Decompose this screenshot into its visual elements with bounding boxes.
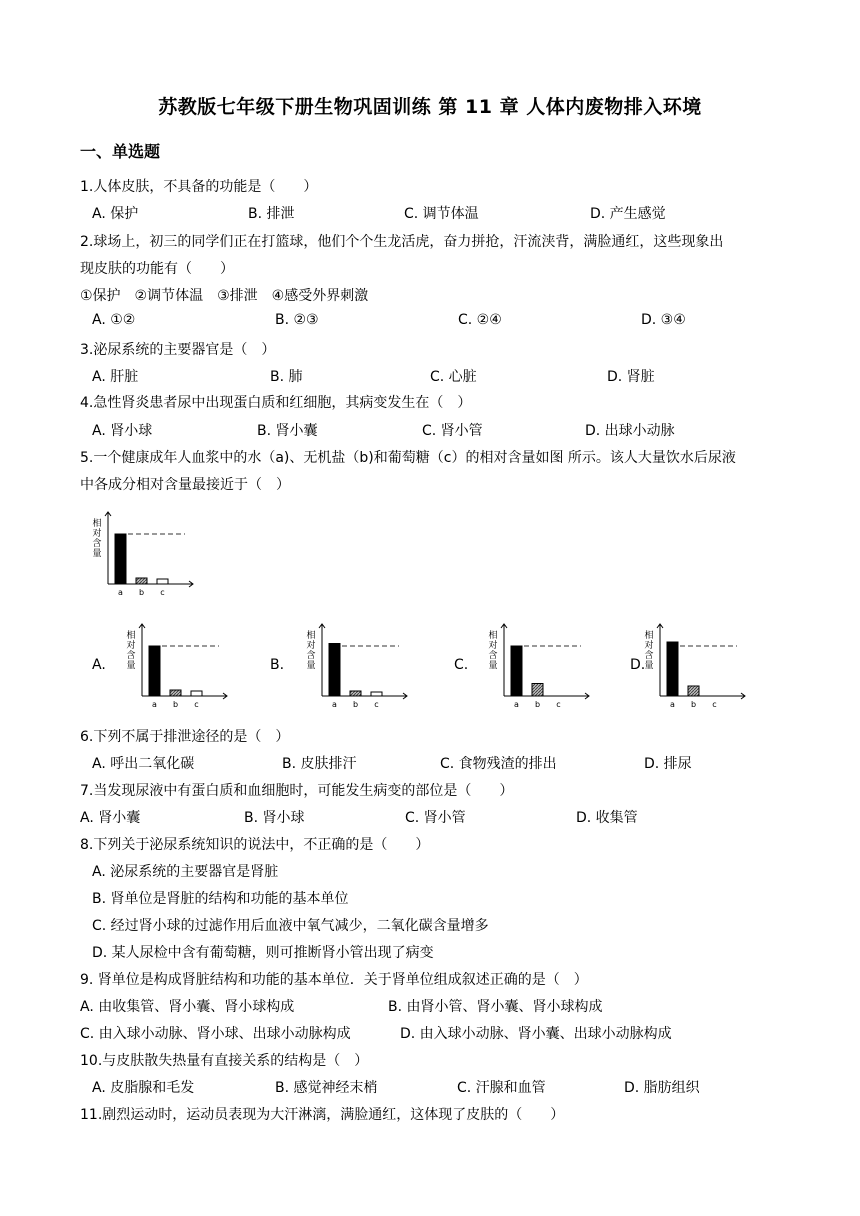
question-2-stem-line2: 现皮肤的功能有（ ） — [80, 261, 234, 277]
q4-option-a[interactable]: A. 肾小球 — [92, 423, 153, 439]
q4-option-b[interactable]: B. 肾小囊 — [257, 423, 318, 439]
x-tick-label-a: a — [670, 700, 675, 709]
y-axis-label-char: 量 — [92, 549, 102, 559]
q10-option-c[interactable]: C. 汗腺和血管 — [457, 1080, 546, 1096]
q1-option-c[interactable]: C. 调节体温 — [404, 206, 479, 222]
question-3-stem: 3.泌尿系统的主要器官是（ ） — [80, 342, 276, 358]
q3-option-d[interactable]: D. 肾脏 — [607, 369, 655, 385]
bar-b — [532, 684, 543, 697]
y-axis-label-char: 对 — [488, 641, 498, 651]
question-8-stem: 8.下列关于泌尿系统知识的说法中，不正确的是（ ） — [80, 837, 430, 853]
question-10-stem: 10.与皮肤散失热量有直接关系的结构是（ ） — [80, 1053, 369, 1069]
q5-option-d-chart — [640, 618, 750, 710]
question-4-stem: 4.急性肾炎患者尿中出现蛋白质和红细胞，其病变发生在（ ） — [80, 395, 472, 411]
y-axis-label-char: 含 — [488, 651, 498, 661]
y-axis-label-char: 对 — [126, 641, 136, 651]
y-axis-label-char: 对 — [644, 641, 654, 651]
q8-option-d[interactable]: D. 某人尿检中含有葡萄糖，则可推断肾小管出现了病变 — [92, 945, 434, 961]
q5-reference-chart — [88, 506, 198, 598]
q5-option-c-chart — [484, 618, 594, 710]
x-tick-label-b: b — [690, 700, 697, 709]
question-2-stem-line1: 2.球场上，初三的同学们正在打篮球，他们个个生龙活虎，奋力拼抢，汗流浃背，满脸通红，这些现象出 — [80, 234, 724, 250]
q3-option-c[interactable]: C. 心脏 — [430, 369, 477, 385]
q7-option-a[interactable]: A. 肾小囊 — [80, 810, 141, 826]
q9-option-d[interactable]: D. 由入球小动脉、肾小囊、出球小动脉构成 — [400, 1026, 672, 1042]
q6-option-c[interactable]: C. 食物残渣的排出 — [440, 756, 557, 772]
bar-a — [115, 534, 126, 584]
q8-option-b[interactable]: B. 肾单位是肾脏的结构和功能的基本单位 — [92, 891, 349, 907]
q5-option-b-chart — [302, 618, 412, 710]
q10-option-d[interactable]: D. 脂肪组织 — [624, 1080, 700, 1096]
y-axis-label-char: 量 — [644, 661, 654, 671]
question-1-stem: 1.人体皮肤，不具备的功能是（ ） — [80, 179, 318, 195]
x-tick-label-c: c — [556, 700, 561, 709]
q4-option-d[interactable]: D. 出球小动脉 — [585, 423, 675, 439]
question-6-stem: 6.下列不属于排泄途径的是（ ） — [80, 729, 290, 745]
q9-option-a[interactable]: A. 由收集管、肾小囊、肾小球构成 — [80, 999, 295, 1015]
bar-a — [149, 646, 160, 696]
q4-option-c[interactable]: C. 肾小管 — [422, 423, 483, 439]
q2-option-d[interactable]: D. ③④ — [641, 312, 686, 328]
q7-option-c[interactable]: C. 肾小管 — [405, 810, 466, 826]
q6-option-a[interactable]: A. 呼出二氧化碳 — [92, 756, 195, 772]
y-axis-label-char: 对 — [306, 641, 316, 651]
question-5-stem-line1: 5.一个健康成年人血浆中的水（a)、无机盐（b)和葡萄糖（c）的相对含量如图 所示。该人大量饮水后尿液 — [80, 450, 736, 466]
y-axis-label-char: 相 — [488, 631, 498, 641]
y-axis-label-char: 相 — [306, 631, 316, 641]
q1-option-a[interactable]: A. 保护 — [92, 206, 139, 222]
x-tick-label-b: b — [138, 588, 145, 597]
x-tick-label-a: a — [118, 588, 123, 597]
q2-option-c[interactable]: C. ②④ — [458, 312, 502, 328]
bar-a — [667, 642, 678, 696]
bar-b — [136, 578, 147, 584]
x-tick-label-b: b — [172, 700, 179, 709]
x-tick-label-c: c — [374, 700, 379, 709]
x-tick-label-c: c — [194, 700, 199, 709]
y-axis-label-char: 相 — [126, 631, 136, 641]
x-tick-label-b: b — [352, 700, 359, 709]
y-axis-label-char: 含 — [644, 651, 654, 661]
q5-option-a[interactable]: A. — [92, 657, 106, 673]
bar-b — [350, 691, 361, 696]
y-axis-label-char: 对 — [92, 529, 102, 539]
q3-option-b[interactable]: B. 肺 — [270, 369, 303, 385]
x-tick-label-b: b — [534, 700, 541, 709]
q6-option-d[interactable]: D. 排尿 — [644, 756, 692, 772]
section-heading: 一、单选题 — [80, 142, 161, 161]
y-axis-label-char: 量 — [488, 661, 498, 671]
q5-option-d[interactable]: D. — [630, 657, 646, 673]
bar-a — [511, 646, 522, 696]
option-c-bar-chart — [484, 618, 594, 710]
q6-option-b[interactable]: B. 皮肤排汗 — [282, 756, 357, 772]
q9-option-b[interactable]: B. 由肾小管、肾小囊、肾小球构成 — [388, 999, 603, 1015]
q1-option-d[interactable]: D. 产生感觉 — [590, 206, 666, 222]
q8-option-a[interactable]: A. 泌尿系统的主要器官是肾脏 — [92, 864, 279, 880]
bar-b — [688, 686, 699, 696]
q10-option-a[interactable]: A. 皮脂腺和毛发 — [92, 1080, 195, 1096]
q3-option-a[interactable]: A. 肝脏 — [92, 369, 139, 385]
bar-c — [157, 579, 168, 584]
option-d-bar-chart — [640, 618, 750, 710]
q2-option-a[interactable]: A. ①② — [92, 312, 136, 328]
option-a-bar-chart — [122, 618, 232, 710]
q5-option-b[interactable]: B. — [270, 657, 285, 673]
q9-option-c[interactable]: C. 由入球小动脉、肾小球、出球小动脉构成 — [80, 1026, 351, 1042]
reference-bar-chart — [88, 506, 198, 598]
question-9-stem: 9. 肾单位是构成肾脏结构和功能的基本单位．关于肾单位组成叙述正确的是（ ） — [80, 972, 588, 988]
page-title: 苏教版七年级下册生物巩固训练 第 11 章 人体内废物排入环境 — [158, 96, 702, 118]
bar-c — [191, 691, 202, 696]
y-axis-label-char: 含 — [92, 539, 102, 549]
y-axis-label-char: 量 — [126, 661, 136, 671]
x-tick-label-c: c — [160, 588, 165, 597]
y-axis-label-char: 相 — [92, 519, 102, 529]
q7-option-b[interactable]: B. 肾小球 — [244, 810, 305, 826]
x-tick-label-a: a — [514, 700, 519, 709]
x-tick-label-a: a — [152, 700, 157, 709]
question-7-stem: 7.当发现尿液中有蛋白质和血细胞时，可能发生病变的部位是（ ） — [80, 783, 514, 799]
x-tick-label-c: c — [712, 700, 717, 709]
y-axis-label-char: 量 — [306, 661, 316, 671]
question-5-stem-line2: 中各成分相对含量最接近于（ ） — [80, 477, 290, 493]
q2-option-b[interactable]: B. ②③ — [275, 312, 319, 328]
y-axis-label-char: 相 — [644, 631, 654, 641]
question-11-stem: 11.剧烈运动时，运动员表现为大汗淋漓，满脸通红，这体现了皮肤的（ ） — [80, 1107, 565, 1123]
q10-option-b[interactable]: B. 感觉神经末梢 — [275, 1080, 378, 1096]
option-b-bar-chart — [302, 618, 412, 710]
q8-option-c[interactable]: C. 经过肾小球的过滤作用后血液中氧气减少，二氧化碳含量增多 — [92, 918, 489, 934]
y-axis-label-char: 含 — [306, 651, 316, 661]
y-axis-label-char: 含 — [126, 651, 136, 661]
bar-a — [329, 644, 340, 697]
q7-option-d[interactable]: D. 收集管 — [576, 810, 638, 826]
q5-option-c[interactable]: C. — [454, 657, 469, 673]
x-tick-label-a: a — [332, 700, 337, 709]
q5-option-a-chart — [122, 618, 232, 710]
bar-c — [371, 692, 382, 696]
question-2-items: ①保护 ②调节体温 ③排泄 ④感受外界刺激 — [80, 288, 369, 304]
q1-option-b[interactable]: B. 排泄 — [248, 206, 295, 222]
bar-b — [170, 690, 181, 696]
